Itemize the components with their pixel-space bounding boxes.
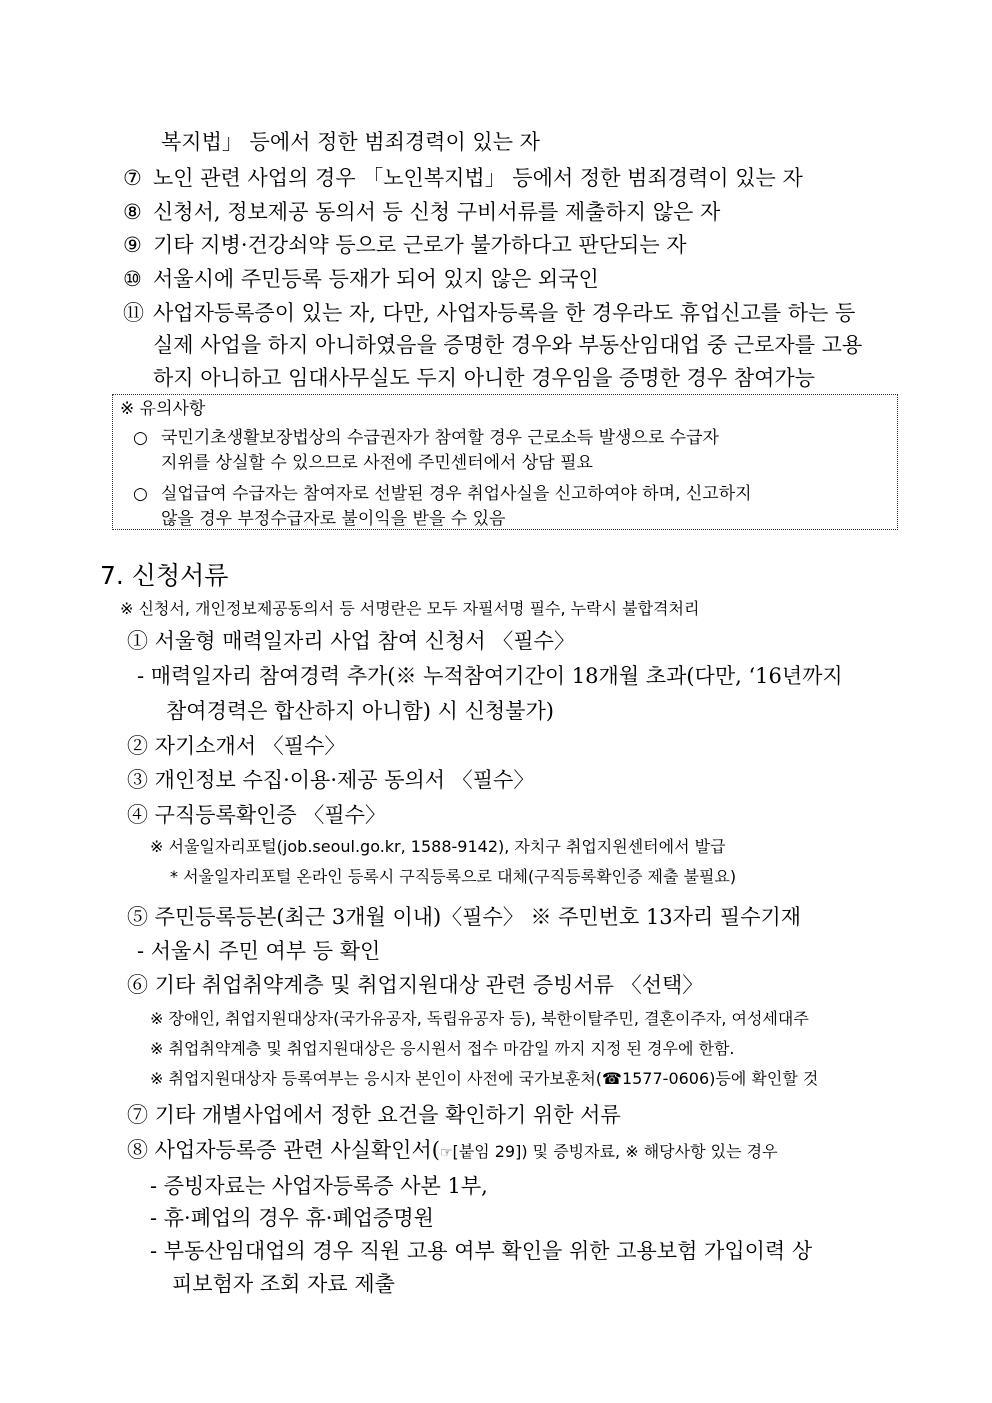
notice-item-2 — [133, 482, 752, 506]
bullet-icon: ○ — [133, 484, 148, 504]
doc-item-4-note: ※ 서울일자리포털(job.seoul.go.kr, 1588-9142), 자치구 취업지원센터에서 발급 — [150, 837, 726, 856]
list-item-11-line3: 하지 아니하고 임대사무실도 두지 아니한 경우임을 증명한 경우 참여가능 — [153, 366, 815, 390]
notice-item-2-line2: 않을 경우 부정수급자로 불이익을 받을 수 있음 — [161, 509, 506, 529]
notice-item-1 — [133, 426, 719, 450]
section-note: ※ 신청서, 개인정보제공동의서 등 서명란은 모두 자필서명 필수, 누락시 불합격처리 — [120, 599, 700, 618]
doc-item-5: ⑤ 주민등록등본(최근 3개월 이내)〈필수〉 ※ 주민번호 13자리 필수기재 — [127, 905, 802, 929]
doc-item-5-sub: - 서울시 주민 여부 등 확인 — [137, 939, 381, 963]
doc-item-6-note-3: ※ 취업지원대상자 등록여부는 응시자 본인이 사전에 국가보훈처(☎1577-0606)등에 확인할 것 — [150, 1069, 819, 1088]
doc-item-8-sub-3-line2: 피보험자 조회 자료 제출 — [172, 1272, 395, 1296]
notice-title: ※ 유의사항 — [120, 399, 206, 419]
doc-item-6-note-2: ※ 취업취약계층 및 취업지원대상은 응시원서 접수 마감일 까지 지정 된 경우에 한함. — [150, 1039, 735, 1058]
list-marker: ⑩ — [123, 267, 142, 291]
doc-item-8-sub-1: - 증빙자료는 사업자등록증 사본 1부, — [150, 1174, 488, 1198]
doc-item-8-sub-3: - 부동산임대업의 경우 직원 고용 여부 확인을 위한 고용보험 가입이력 상 — [150, 1239, 813, 1263]
doc-item-1: ① 서울형 매력일자리 사업 참여 신청서 〈필수〉 — [127, 629, 575, 653]
list-item-7 — [123, 164, 803, 192]
list-item-text: 서울시에 주민등록 등재가 되어 있지 않은 외국인 — [153, 267, 599, 291]
list-item-10 — [123, 265, 599, 293]
doc-item-8-sub-2: - 휴·폐업의 경우 휴·폐업증명원 — [150, 1206, 434, 1230]
pointing-hand-icon: ☞ — [439, 1145, 453, 1161]
doc-item-1-sub-line2: 참여경력은 합산하지 아니함) 시 신청불가) — [166, 699, 554, 723]
list-item-text: 사업자등록증이 있는 자, 다만, 사업자등록을 한 경우라도 휴업신고를 하는 등 — [153, 301, 856, 325]
doc-item-6-note-1: ※ 장애인, 취업지원대상자(국가유공자, 독립유공자 등), 북한이탈주민, 결혼이주자, 여성세대주 — [150, 1009, 809, 1028]
doc-item-8-text: ⑧ 사업자등록증 관련 사실확인서( — [127, 1138, 440, 1162]
doc-item-2: ② 자기소개서 〈필수〉 — [127, 734, 346, 758]
notice-item-text: 실업급여 수급자는 참여자로 선발된 경우 취업사실을 신고하여야 하며, 신고하지 — [161, 484, 752, 504]
list-item-11-line2: 실제 사업을 하지 아니하였음을 증명한 경우와 부동산임대업 중 근로자를 고용 — [153, 333, 863, 357]
list-item-text: 노인 관련 사업의 경우 「노인복지법」 등에서 정한 범죄경력이 있는 자 — [153, 166, 803, 190]
bullet-icon: ○ — [133, 428, 148, 448]
doc-item-7: ⑦ 기타 개별사업에서 정한 요건을 확인하기 위한 서류 — [127, 1103, 621, 1127]
list-item-text: 신청서, 정보제공 동의서 등 신청 구비서류를 제출하지 않은 자 — [153, 200, 721, 224]
list-item-8 — [123, 198, 720, 226]
continued-line: 복지법」 등에서 정한 범죄경력이 있는 자 — [161, 130, 540, 154]
doc-item-1-sub: - 매력일자리 참여경력 추가(※ 누적참여기간이 18개월 초과(다만, ‘16년까지 — [137, 664, 843, 688]
list-marker: ⑨ — [123, 233, 142, 257]
doc-item-6: ⑥ 기타 취업취약계층 및 취업지원대상 관련 증빙서류 〈선택〉 — [127, 973, 704, 997]
section-heading: 7. 신청서류 — [100, 561, 229, 590]
doc-item-4-sub: * 서울일자리포털 온라인 등록시 구직등록으로 대체(구직등록확인증 제출 불필요) — [170, 867, 737, 886]
list-marker: ⑧ — [123, 200, 142, 224]
notice-item-text: 국민기초생활보장법상의 수급권자가 참여할 경우 근로소득 발생으로 수급자 — [161, 428, 719, 448]
doc-item-8-text-2: [붙임 29]) 및 증빙자료, ※ 해당사항 있는 경우 — [452, 1142, 778, 1161]
doc-item-4: ④ 구직등록확인증 〈필수〉 — [127, 803, 386, 827]
doc-item-8 — [127, 1136, 778, 1167]
list-marker: ⑦ — [123, 166, 142, 190]
notice-item-1-line2: 지위를 상실할 수 있으므로 사전에 주민센터에서 상담 필요 — [161, 453, 593, 473]
list-marker: ⑪ — [123, 301, 144, 325]
doc-item-3: ③ 개인정보 수집·이용·제공 동의서 〈필수〉 — [127, 768, 535, 792]
list-item-9 — [123, 231, 687, 259]
list-item-11 — [123, 299, 855, 327]
list-item-text: 기타 지병·건강쇠약 등으로 근로가 불가하다고 판단되는 자 — [153, 233, 687, 257]
